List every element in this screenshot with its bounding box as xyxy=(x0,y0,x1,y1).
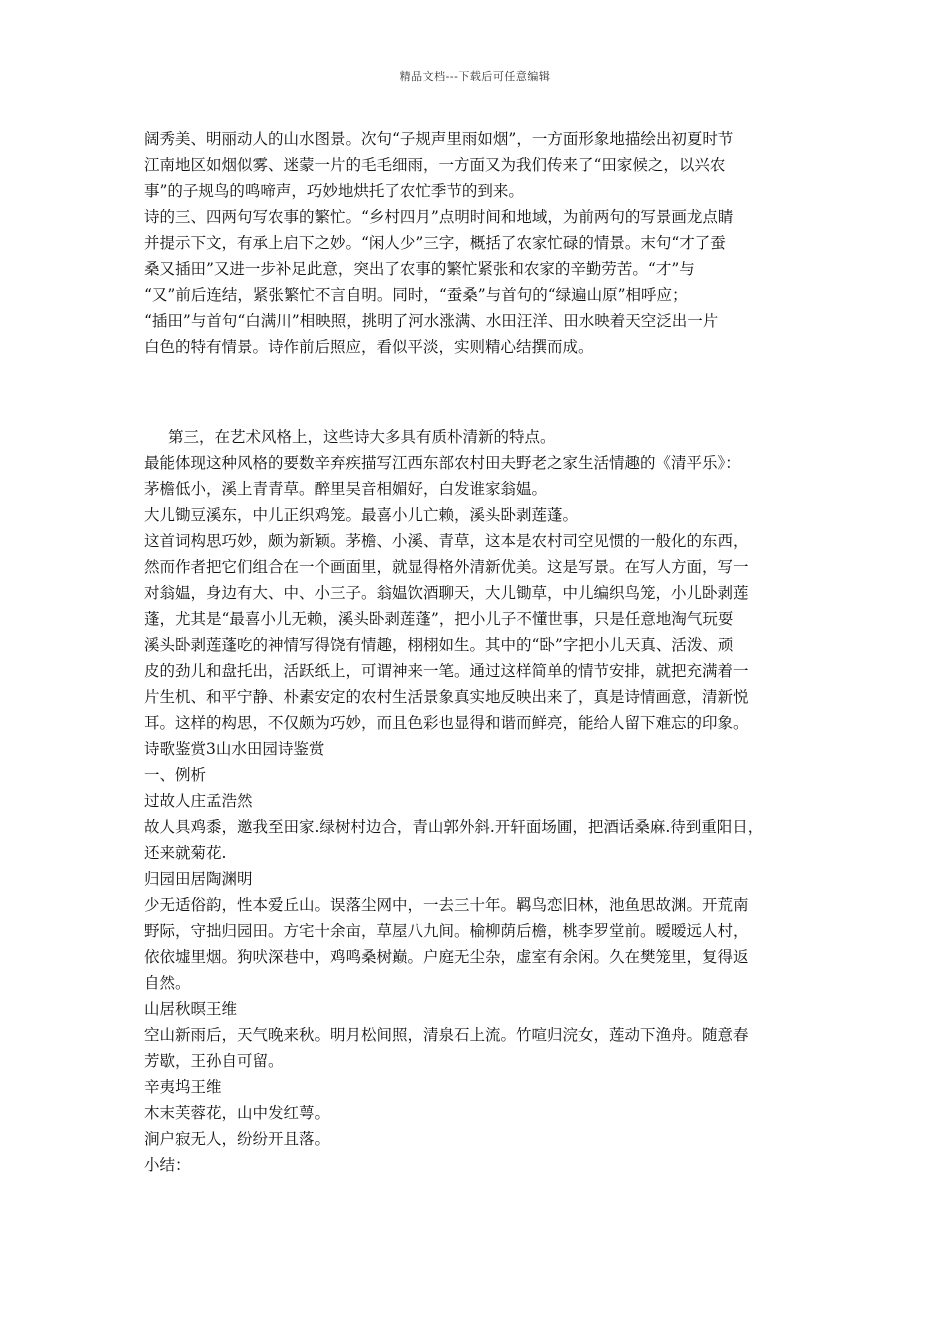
poem-title: 归园田居陶渊明 xyxy=(144,870,253,888)
poem-line: 少无适俗韵，性本爱丘山。误落尘网中，一去三十年。羁鸟恋旧林，池鱼思故渊。开荒南 xyxy=(144,896,749,914)
poem-line: 茅檐低小，溪上青青草。醉里吴音相媚好，白发谁家翁媪。 xyxy=(144,480,548,498)
text-line: 最能体现这种风格的要数辛弃疾描写江西东部农村田夫野老之家生活情趣的《清平乐》： xyxy=(144,454,741,472)
text-block-2 xyxy=(144,424,824,1178)
page-header: 精品文档---下载后可任意编辑 xyxy=(399,70,551,83)
poem-line: 大儿锄豆溪东，中儿正织鸡笼。最喜小儿亡赖，溪头卧剥莲蓬。 xyxy=(144,506,579,524)
poem-line: 故人具鸡黍，邀我至田家.绿树村边合，青山郭外斜.开轩面场圃，把酒话桑麻.待到重阳日， xyxy=(144,818,764,836)
text-block-1 xyxy=(144,126,824,360)
poem-title: 山居秋暝王维 xyxy=(144,1000,238,1018)
summary-label: 小结： xyxy=(144,1156,191,1174)
section-heading: 诗歌鉴赏3山水田园诗鉴赏 xyxy=(144,740,325,758)
poem-line: 还来就菊花. xyxy=(144,844,227,862)
text-line: “插田”与首句“白满川”相映照，挑明了河水涨满、水田汪洋、田水映着天空泛出一片 xyxy=(144,312,719,330)
text-line: 片生机、和平宁静、朴素安定的农村生活景象真实地反映出来了，真是诗情画意，清新悦 xyxy=(144,688,749,706)
poem-line: 空山新雨后，天气晚来秋。明月松间照，清泉石上流。竹喧归浣女，莲动下渔舟。随意春 xyxy=(144,1026,749,1044)
poem-line: 野际，守拙归园田。方宅十余亩，草屋八九间。榆柳荫后檐，桃李罗堂前。暧暧远人村， xyxy=(144,922,749,940)
text-line: 江南地区如烟似雾、迷蒙一片的毛毛细雨，一方面又为我们传来了“田家候之，以兴农 xyxy=(144,156,726,174)
text-line: “又”前后连结，紧张繁忙不言自明。同时，“蚕桑”与首句的“绿遍山原”相呼应； xyxy=(144,286,688,304)
text-line: 皮的劲儿和盘托出，活跃纸上，可谓神来一笔。通过这样简单的情节安排，就把充满着一 xyxy=(144,662,749,680)
text-line: 事”的子规鸟的鸣啼声，巧妙地烘托了农忙季节的到来。 xyxy=(144,182,524,200)
text-line: 白色的特有情景。诗作前后照应，看似平淡，实则精心结撰而成。 xyxy=(144,338,594,356)
poem-title: 辛夷坞王维 xyxy=(144,1078,222,1096)
section-intro: 第三，在艺术风格上，这些诗大多具有质朴清新的特点。 xyxy=(168,428,556,446)
text-line: 阔秀美、明丽动人的山水图景。次句“子规声里雨如烟”，一方面形象地描绘出初夏时节 xyxy=(144,130,734,148)
poem-line: 涧户寂无人，纷纷开且落。 xyxy=(144,1130,331,1148)
poem-line: 木末芙蓉花，山中发红萼。 xyxy=(144,1104,331,1122)
text-line: 桑又插田”又进一步补足此意，突出了农事的繁忙紧张和农家的辛勤劳苦。“才”与 xyxy=(144,260,695,278)
text-line: 这首词构思巧妙，颇为新颖。茅檐、小溪、青草，这本是农村司空见惯的一般化的东西， xyxy=(144,532,749,550)
subsection-heading: 一、例析 xyxy=(144,766,207,784)
text-line: 并提示下文，有承上启下之妙。“闲人少”三字，概括了农家忙碌的情景。末句“才了蚕 xyxy=(144,234,726,252)
poem-line: 自然。 xyxy=(144,974,191,992)
poem-line: 芳歇，王孙自可留。 xyxy=(144,1052,284,1070)
text-line: 对翁媪，身边有大、中、小三子。翁媪饮酒聊天，大儿锄草，中儿编织鸟笼，小儿卧剥莲 xyxy=(144,584,749,602)
text-line: 然而作者把它们组合在一个画面里，就显得格外清新优美。这是写景。在写人方面，写一 xyxy=(144,558,749,576)
text-line: 溪头卧剥莲蓬吃的神情写得饶有情趣，栩栩如生。其中的“卧”字把小儿天真、活泼、顽 xyxy=(144,636,734,654)
text-line: 诗的三、四两句写农事的繁忙。“乡村四月”点明时间和地域，为前两句的写景画龙点睛 xyxy=(144,208,734,226)
text-line: 蓬，尤其是“最喜小儿无赖，溪头卧剥莲蓬”，把小儿子不懂世事，只是任意地淘气玩耍 xyxy=(144,610,734,628)
text-line: 耳。这样的构思，不仅颇为巧妙，而且色彩也显得和谐而鲜亮，能给人留下难忘的印象。 xyxy=(144,714,749,732)
poem-title: 过故人庄孟浩然 xyxy=(144,792,253,810)
poem-line: 依依墟里烟。狗吠深巷中，鸡鸣桑树巅。户庭无尘杂，虚室有余闲。久在樊笼里，复得返 xyxy=(144,948,749,966)
